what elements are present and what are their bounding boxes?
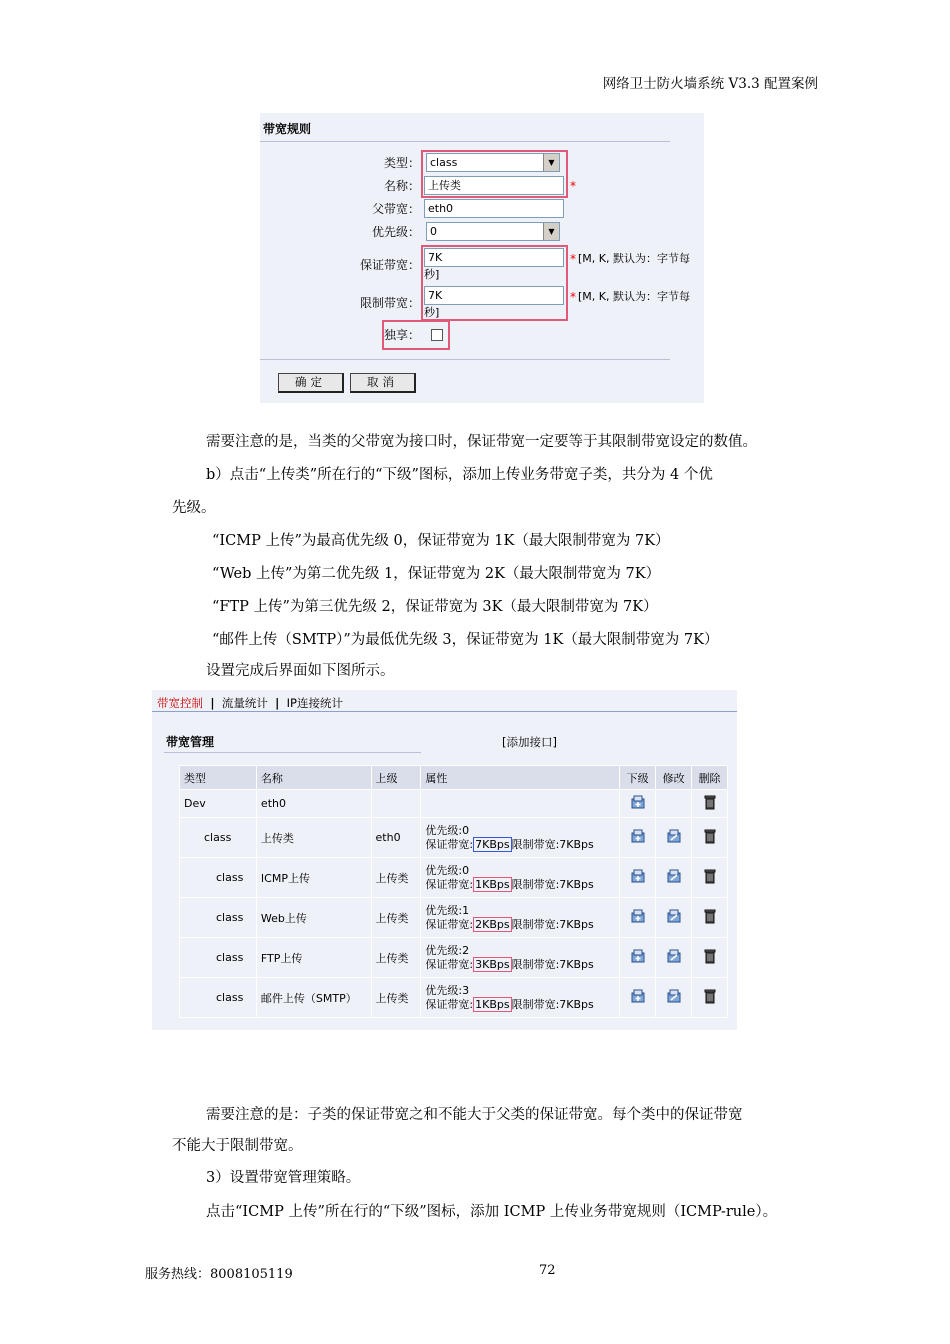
paragraph-done: 设置完成后界面如下图所示。	[206, 663, 395, 679]
child-cell	[620, 858, 656, 898]
cell-type: class	[180, 898, 257, 938]
cell-parent: 上传类	[371, 978, 421, 1018]
cell-parent: eth0	[371, 818, 421, 858]
edit-cell	[656, 790, 692, 818]
paragraph-step-b: b）点击“上传类”所在行的“下级”图标，添加上传业务带宽子类，共分为 4 个优	[206, 467, 713, 483]
table-row	[180, 790, 728, 818]
edit-cell	[656, 978, 692, 1018]
type-select-value: class	[430, 156, 458, 169]
col-name: 名称	[256, 766, 371, 790]
cell-parent: 上传类	[371, 898, 421, 938]
footer-hotline: 服务热线：8008105119	[145, 1267, 293, 1282]
paragraph-web: “Web 上传”为第二优先级 1，保证带宽为 2K（最大限制带宽为 7K）	[212, 566, 661, 582]
cell-name: ICMP上传	[256, 858, 371, 898]
limit-text: 限制带宽:7KBps	[511, 837, 594, 851]
guaranteed-label: 保证带宽：	[359, 258, 420, 272]
tab-bandwidth-control[interactable]: 带宽控制	[157, 696, 203, 710]
guaranteed-value: 3KBps	[475, 957, 510, 971]
edit-cell	[656, 938, 692, 978]
name-label: 名称：	[383, 179, 420, 193]
tab-bar-divider	[152, 711, 737, 712]
cell-type: class	[180, 938, 257, 978]
child-cell	[620, 790, 656, 818]
delete-cell	[692, 978, 728, 1018]
guaranteed-unit-hint-wrap: 秒]	[424, 268, 440, 281]
cell-parent: 上传类	[371, 938, 421, 978]
edit-icon[interactable]	[666, 914, 682, 927]
priority-text: 优先级:1	[425, 903, 470, 917]
edit-cell	[656, 858, 692, 898]
title-divider	[164, 752, 421, 753]
cell-attr	[421, 790, 620, 818]
priority-select-value: 0	[430, 225, 437, 238]
table-header-row	[180, 766, 728, 790]
limit-text: 限制带宽:7KBps	[511, 997, 594, 1011]
priority-select[interactable]	[426, 222, 560, 241]
limit-unit-hint-wrap: 秒]	[424, 306, 440, 319]
cell-name: 上传类	[256, 818, 371, 858]
guaranteed-label: 保证带宽:	[425, 997, 474, 1011]
limit-unit-hint: [M, K, 默认为：字节每	[578, 290, 690, 303]
guaranteed-unit-hint: [M, K, 默认为：字节每	[578, 252, 690, 265]
parent-label: 父带宽：	[371, 202, 420, 216]
paragraph-step3: 3）设置带宽管理策略。	[206, 1170, 361, 1186]
type-label: 类型：	[383, 156, 420, 170]
cell-name: FTP上传	[256, 938, 371, 978]
cell-type: class	[180, 858, 257, 898]
edit-icon[interactable]	[666, 954, 682, 967]
trash-icon[interactable]	[702, 874, 718, 887]
add-child-icon[interactable]	[630, 800, 646, 813]
ok-button[interactable]: 确定	[278, 373, 344, 393]
tab-bar	[157, 695, 343, 711]
cell-attr	[421, 978, 620, 1018]
page-number: 72	[539, 1263, 556, 1278]
limit-text: 限制带宽:7KBps	[511, 877, 594, 891]
paragraph-step-b-cont: 先级。	[172, 500, 216, 516]
cell-attr	[421, 818, 620, 858]
add-child-icon[interactable]	[630, 954, 646, 967]
cell-type: class	[180, 818, 257, 858]
priority-text: 优先级:0	[425, 863, 470, 877]
exclusive-label: 独享：	[384, 328, 421, 342]
cell-attr	[421, 938, 620, 978]
edit-icon[interactable]	[666, 834, 682, 847]
guaranteed-label: 保证带宽:	[425, 957, 474, 971]
priority-text: 优先级:3	[425, 983, 470, 997]
col-delete: 删除	[692, 766, 728, 790]
required-mark-name: *	[570, 179, 576, 193]
priority-label: 优先级：	[371, 225, 420, 239]
tab-separator: |	[210, 696, 215, 710]
cell-parent	[371, 790, 421, 818]
trash-icon[interactable]	[702, 800, 718, 813]
table-row	[180, 858, 728, 898]
form-footer-divider	[260, 359, 670, 360]
table-row	[180, 898, 728, 938]
cell-attr	[421, 898, 620, 938]
paragraph-note1: 需要注意的是，当类的父带宽为接口时，保证带宽一定要等于其限制带宽设定的数值。	[206, 434, 757, 450]
guaranteed-input[interactable]: 7K	[424, 248, 564, 267]
table-row	[180, 818, 728, 858]
tab-separator: |	[275, 696, 280, 710]
limit-input[interactable]: 7K	[424, 286, 564, 305]
cell-name: Web上传	[256, 898, 371, 938]
paragraph-step3-detail: 点击“ICMP 上传”所在行的“下级”图标，添加 ICMP 上传业务带宽规则（ICMP-rule）。	[206, 1204, 778, 1220]
trash-icon[interactable]	[702, 954, 718, 967]
child-cell	[620, 898, 656, 938]
add-child-icon[interactable]	[630, 874, 646, 887]
cell-type: class	[180, 978, 257, 1018]
guaranteed-label: 保证带宽:	[425, 837, 474, 851]
col-parent: 上级	[371, 766, 421, 790]
form-title-divider	[260, 141, 670, 142]
guaranteed-value: 1KBps	[475, 997, 510, 1011]
guaranteed-value: 1KBps	[475, 877, 510, 891]
child-cell	[620, 978, 656, 1018]
delete-cell	[692, 938, 728, 978]
cell-type: Dev	[180, 790, 257, 818]
exclusive-checkbox[interactable]	[431, 329, 443, 341]
add-child-icon[interactable]	[630, 834, 646, 847]
add-child-icon[interactable]	[630, 914, 646, 927]
bandwidth-management-screenshot	[152, 690, 737, 1030]
guaranteed-label: 保证带宽:	[425, 877, 474, 891]
bandwidth-table	[179, 765, 728, 1018]
edit-cell	[656, 898, 692, 938]
parent-input[interactable]: eth0	[424, 199, 564, 218]
add-interface-link[interactable]: [添加接口]	[502, 735, 557, 749]
delete-cell	[692, 858, 728, 898]
guaranteed-value: 7KBps	[475, 837, 510, 851]
form-title: 带宽规则	[263, 122, 312, 136]
type-select[interactable]	[426, 153, 560, 172]
page-header: 网络卫士防火墙系统 V3.3 配置案例	[602, 76, 818, 92]
delete-cell	[692, 818, 728, 858]
paragraph-icmp: “ICMP 上传”为最高优先级 0，保证带宽为 1K（最大限制带宽为 7K）	[212, 533, 670, 549]
col-type: 类型	[180, 766, 257, 790]
add-child-icon[interactable]	[630, 994, 646, 1007]
cancel-button[interactable]: 取消	[350, 373, 416, 393]
required-mark-limit: *	[570, 290, 576, 304]
edit-cell	[656, 818, 692, 858]
child-cell	[620, 818, 656, 858]
required-mark-guaranteed: *	[570, 252, 576, 266]
table-row	[180, 978, 728, 1018]
chevron-down-icon: ▼	[543, 154, 559, 171]
cell-parent: 上传类	[371, 858, 421, 898]
priority-text: 优先级:0	[425, 823, 470, 837]
trash-icon[interactable]	[702, 994, 718, 1007]
limit-label: 限制带宽：	[359, 296, 420, 310]
limit-text: 限制带宽:7KBps	[511, 917, 594, 931]
priority-text: 优先级:2	[425, 943, 470, 957]
tab-traffic-stats[interactable]: 流量统计	[221, 696, 268, 710]
col-child: 下级	[620, 766, 656, 790]
paragraph-smtp: “邮件上传（SMTP）”为最低优先级 3，保证带宽为 1K（最大限制带宽为 7K）	[212, 632, 719, 648]
tab-ip-connection-stats[interactable]: IP连接统计	[286, 696, 343, 710]
cell-attr	[421, 858, 620, 898]
cell-name: eth0	[256, 790, 371, 818]
guaranteed-value: 2KBps	[475, 917, 510, 931]
paragraph-note2: 需要注意的是：子类的保证带宽之和不能大于父类的保证带宽。每个类中的保证带宽	[206, 1107, 743, 1123]
trash-icon[interactable]	[702, 914, 718, 927]
col-attr: 属性	[421, 766, 620, 790]
paragraph-note2-cont: 不能大于限制带宽。	[172, 1138, 303, 1154]
trash-icon[interactable]	[702, 834, 718, 847]
col-edit: 修改	[656, 766, 692, 790]
cell-name: 邮件上传（SMTP）	[256, 978, 371, 1018]
child-cell	[620, 938, 656, 978]
bandwidth-management-title: 带宽管理	[166, 735, 215, 749]
bandwidth-rule-form-screenshot	[260, 113, 704, 403]
edit-icon[interactable]	[666, 994, 682, 1007]
paragraph-ftp: “FTP 上传”为第三优先级 2，保证带宽为 3K（最大限制带宽为 7K）	[212, 599, 658, 615]
delete-cell	[692, 790, 728, 818]
guaranteed-label: 保证带宽:	[425, 917, 474, 931]
table-row	[180, 938, 728, 978]
delete-cell	[692, 898, 728, 938]
limit-text: 限制带宽:7KBps	[511, 957, 594, 971]
chevron-down-icon: ▼	[543, 223, 559, 240]
name-input[interactable]: 上传类	[424, 176, 564, 195]
edit-icon[interactable]	[666, 874, 682, 887]
